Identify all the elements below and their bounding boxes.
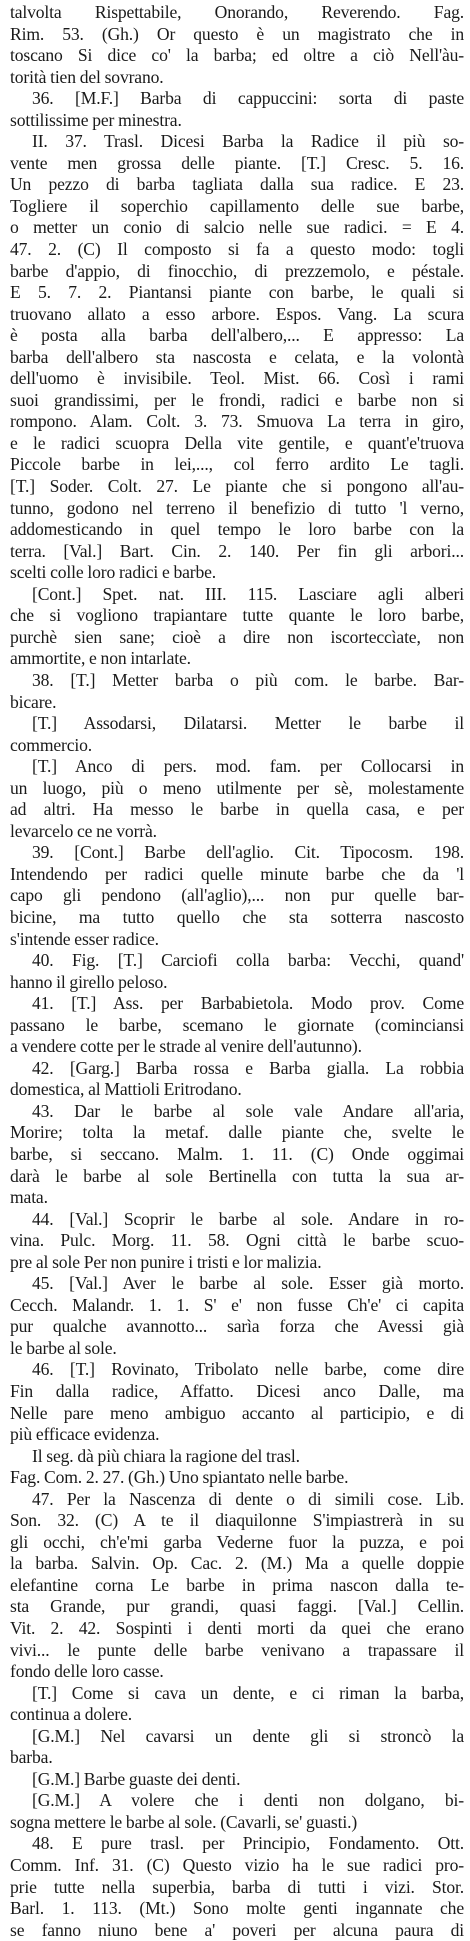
text-line: prie tutte nella superbia, barba di tutti i vizi. Stor. [10, 1876, 464, 1897]
text-line: passano le barbe, scemano le giornate (cominciansi [10, 1014, 464, 1035]
text-line: [T.] Come si cava un dente, e ci riman la barba, [32, 1682, 464, 1703]
text-line: Rim. 53. (Gh.) Or questo è un magistrato che in [10, 23, 464, 44]
text-line: è posta alla barba dell'albero,... E appresso: La [10, 325, 464, 346]
text-line: più efficace evidenza. [10, 1424, 160, 1445]
text-line: 45. [Val.] Aver le barbe al sole. Esser già morto. [32, 1273, 464, 1294]
text-line: torità tien del sovrano. [10, 66, 164, 87]
text-line: sogna mettere le barbe al sole. (Cavarli, se' guasti.) [10, 1811, 358, 1832]
text-line: addomesticando in quel tempo le loro barbe con la [10, 519, 464, 540]
text-line: [G.M.] Nel cavarsi un dente gli si stroncò la [32, 1725, 464, 1746]
text-line: sottilissime per minestra. [10, 109, 182, 130]
text-line: [T.] Assodarsi, Dilatarsi. Metter le barbe il [32, 713, 464, 734]
text-line: 40. Fig. [T.] Carciofi colla barba: Vecchi, quand' [32, 950, 464, 971]
text-line: dell'uomo è invisibile. Teol. Mist. 66. Così i rami [10, 368, 464, 389]
text-line: continua a dolere. [10, 1704, 133, 1725]
text-line: hanno il girello peloso. [10, 971, 168, 992]
text-line: e le radici scuopra Della vite gentile, e quant'e'truova [10, 432, 464, 453]
text-line: barbe, si seccano. Malm. 1. 11. (C) Onde oggimai [10, 1143, 464, 1164]
text-line: 39. [Cont.] Barbe dell'aglio. Cit. Tipocosm. 198. [32, 842, 464, 863]
text-line: purchè sien sane; cioè a dire non iscorteccìate, non [10, 626, 464, 647]
text-line: Cecch. Malandr. 1. 1. S' e' non fusse Ch'e' ci capita [10, 1294, 464, 1315]
text-line: scelti colle loro radici e barbe. [10, 562, 217, 583]
text-line: 47. Per la Nascenza di dente o di simili cose. Lib. [32, 1488, 464, 1509]
text-line: Intendendo per radici quelle minute barbe che da 'l [10, 863, 464, 884]
text-line: Il seg. dà più chiara la ragione del trasl. [32, 1445, 300, 1466]
text-line: Nelle pare meno ambiguo accanto al participio, e di [10, 1402, 464, 1423]
text-line: [T.] Soder. Colt. 27. Le piante che si pongono all'au- [10, 476, 464, 497]
text-line: s'intende esser radice. [10, 928, 159, 949]
text-line: domestica, al Mattioli Eritrodano. [10, 1079, 242, 1100]
text-line: toscano Si dice co' la barba; ed oltre a ciò Nell'àu- [10, 45, 464, 66]
text-line: tunno, godono nel terreno il benefizio di tutto 'l verno, [10, 497, 464, 518]
text-line: 44. [Val.] Scoprir le barbe al sole. Andare in ro- [32, 1208, 464, 1229]
text-line: levarcelo ce ne vorrà. [10, 820, 157, 841]
text-line: talvolta Rispettabile, Onorando, Reverendo. Fag. [10, 2, 464, 22]
text-line: 46. [T.] Rovinato, Tribolato nelle barbe, come dire [32, 1359, 464, 1380]
text-line: Fin dalla radice, Affatto. Dicesi anco Dalle, ma [10, 1381, 464, 1401]
text-line: gli occhi, ch'e'mi garba Vederne fuor la puzza, e poi [10, 1531, 464, 1552]
text-line: truovano allato a esso arbore. Espos. Vang. La scura [10, 303, 464, 324]
text-line: pre al sole Per non punire i tristi e lor malizia. [10, 1251, 322, 1272]
text-line: [T.] Anco di pers. mod. fam. per Collocarsi in [32, 756, 464, 777]
text-line: capo gli pendono (all'aglio),... non pur quelle bar- [10, 885, 464, 906]
text-line: un luogo, più o meno utilmente per sè, molestamente [10, 777, 464, 798]
text-line: vina. Pulc. Morg. 11. 58. Ogni città le barbe scuo- [10, 1230, 464, 1251]
text-line: Fag. Com. 2. 27. (Gh.) Uno spiantato nelle barbe. [10, 1467, 349, 1488]
text-line: 41. [T.] Ass. per Barbabietola. Modo prov. Come [32, 993, 464, 1014]
text-line: E 5. 7. 2. Piantansi piante con barbe, le quali si [10, 282, 464, 303]
text-line: la barba. Salvin. Op. Cac. 2. (M.) Ma a quelle doppie [10, 1553, 464, 1574]
text-line: ad altri. Ha messo le barbe in quella casa, e per [10, 799, 464, 820]
text-line: 36. [M.F.] Barba di cappuccini: sorta di paste [32, 88, 464, 109]
text-line: fondo delle loro casse. [10, 1661, 164, 1682]
text-line: barba. [10, 1747, 53, 1768]
text-line: le barbe al sole. [10, 1337, 117, 1358]
text-line: terra. [Val.] Bart. Cin. 2. 140. Per fin gli arbori... [10, 540, 464, 561]
text-line: rompono. Alam. Colt. 3. 73. Smuova La terra in giro, [10, 411, 464, 432]
text-line: suoi grandissimi, per le frondi, radici e barbe non si [10, 389, 464, 410]
text-line: Un pezzo di barba tagliata dalla sua radice. E 23. [10, 174, 464, 195]
text-line: che si vogliono trapiantare tutte quante le loro barbe, [10, 605, 464, 626]
text-line: Morire; tolta la metaf. dalle piante che, svelte le [10, 1122, 464, 1143]
text-line: ammortite, e non intarlate. [10, 648, 191, 669]
text-line: [Cont.] Spet. nat. III. 115. Lasciare agli alberi [32, 583, 464, 604]
text-line: 43. Dar le barbe al sole vale Andare all'aria, [32, 1100, 464, 1121]
text-line: a vendere cotte per le strade al venire dell'autunno). [10, 1036, 362, 1057]
text-line: bicine, ma tutto quello che sta sotterra nascosto [10, 906, 464, 927]
text-line: 47. 2. (C) Il composto si fa a questo modo: togli [10, 239, 464, 260]
text-line: commercio. [10, 734, 93, 755]
text-line: Barl. 1. 113. (Mt.) Sono molte genti ingannate che [10, 1898, 464, 1919]
text-line: elefantine corna Le barbe in prima nascon dalla te- [10, 1574, 464, 1595]
text-line: pur qualche avannotto... sarìa forza che Avessi già [10, 1316, 464, 1337]
text-line: darà le barbe al sole Bertinella con tutta la sua ar- [10, 1165, 464, 1186]
text-line: Vit. 2. 42. Sospinti i denti morti da quei che erano [10, 1618, 464, 1639]
text-line: o metter un conio di salcio nelle sue radici. = E 4. [10, 217, 464, 238]
text-line: vivi... le punte delle barbe venivano a trapassare il [10, 1639, 464, 1660]
text-line: 38. [T.] Metter barba o più com. le barbe. Bar- [32, 669, 464, 690]
text-line: mata. [10, 1187, 48, 1208]
text-line: bicare. [10, 691, 57, 712]
text-line: Son. 32. (C) A te il diaquilonne S'impiastrerà in su [10, 1510, 464, 1531]
text-line: II. 37. Trasl. Dicesi Barba la Radice il più so- [32, 131, 464, 152]
text-line: barbe d'appio, di finocchio, di prezzemolo, e péstale. [10, 260, 464, 281]
text-line: [G.M.] A volere che i denti non dolgano, bi- [32, 1790, 464, 1811]
text-line: 48. E pure trasl. per Principio, Fondamento. Ott. [32, 1833, 464, 1854]
text-line: barba dell'albero sta nascosta e celata, e la volontà [10, 346, 464, 367]
text-line: [G.M.] Barbe guaste dei denti. [32, 1768, 241, 1789]
text-line: vente men grossa delle piante. [T.] Cresc. 5. 16. [10, 152, 464, 173]
text-line: se fanno niuno bene a' poveri per alcuna paura di [10, 1919, 464, 1940]
text-line: Comm. Inf. 31. (C) Questo vizio ha le sue radici pro- [10, 1855, 464, 1876]
text-line: Piccole barbe in lei,..., col ferro ardito Le tagli. [10, 454, 464, 475]
text-line: 42. [Garg.] Barba rossa e Barba gialla. La robbia [32, 1057, 464, 1078]
text-line: sta Grande, pur grandi, quasi faggi. [Val.] Cellin. [10, 1596, 464, 1617]
text-line: Togliere il soperchio capillamento delle sue barbe, [10, 195, 464, 216]
